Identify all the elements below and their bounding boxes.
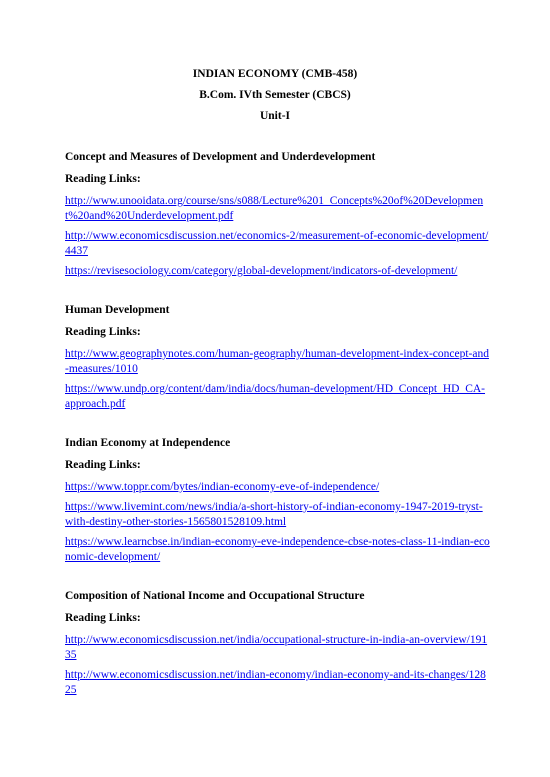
- document-title: INDIAN ECONOMY (CMB-458): [192, 68, 358, 80]
- section-title: Human Development: [65, 304, 170, 316]
- link-list: [65, 347, 490, 412]
- list-item: [65, 229, 490, 259]
- list-item: [65, 535, 490, 565]
- list-item: [65, 633, 490, 663]
- reading-link[interactable]: https://www.livemint.com/news/india/a-short-history-of-indian-economy-1947-2019-tryst-with-destiny-other-stories-1565801528109.html: [65, 501, 483, 528]
- reading-link[interactable]: http://www.geographynotes.com/human-geography/human-development-index-concept-and-measures/1010: [65, 348, 489, 375]
- reading-link[interactable]: http://www.unooidata.org/course/sns/s088/Lecture%201_Concepts%20of%20Development%20and%20Underdevelopment.pdf: [65, 195, 484, 222]
- section-national-income: [65, 589, 490, 698]
- list-item: [65, 500, 490, 530]
- link-list: [65, 194, 490, 279]
- reading-link[interactable]: https://www.toppr.com/bytes/indian-economy-eve-of-independence/: [65, 481, 380, 493]
- reading-links-label: Reading Links:: [65, 459, 141, 471]
- list-item: [65, 480, 490, 495]
- reading-link[interactable]: https://www.undp.org/content/dam/india/docs/human-development/HD_Concept_HD_CA-approach.pdf: [65, 383, 486, 410]
- link-list: [65, 480, 490, 565]
- list-item: [65, 194, 490, 224]
- reading-link[interactable]: http://www.economicsdiscussion.net/economics-2/measurement-of-economic-development/4437: [65, 230, 489, 257]
- section-development: [65, 150, 490, 279]
- reading-links-label: Reading Links:: [65, 173, 141, 185]
- section-title: Indian Economy at Independence: [65, 437, 231, 449]
- reading-link[interactable]: https://www.learncbse.in/indian-economy-eve-independence-cbse-notes-class-11-indian-economic-development/: [65, 536, 490, 563]
- section-title: Composition of National Income and Occupational Structure: [65, 590, 365, 602]
- list-item: [65, 264, 490, 279]
- reading-link[interactable]: http://www.economicsdiscussion.net/india/occupational-structure-in-india-an-overview/19135: [65, 634, 488, 661]
- section-independence: [65, 436, 490, 565]
- list-item: [65, 382, 490, 412]
- section-human-development: [65, 303, 490, 412]
- link-list: [65, 633, 490, 698]
- unit-label: Unit-I: [259, 110, 291, 122]
- list-item: [65, 668, 490, 698]
- reading-link[interactable]: http://www.economicsdiscussion.net/indian-economy/indian-economy-and-its-changes/12825: [65, 669, 486, 696]
- reading-link[interactable]: https://revisesociology.com/category/global-development/indicators-of-development/: [65, 265, 458, 277]
- content-body: [65, 150, 490, 722]
- section-title: Concept and Measures of Development and Underdevelopment: [65, 151, 376, 163]
- course-subtitle: B.Com. IVth Semester (CBCS): [199, 89, 351, 101]
- reading-links-label: Reading Links:: [65, 326, 141, 338]
- list-item: [65, 347, 490, 377]
- reading-links-label: Reading Links:: [65, 612, 141, 624]
